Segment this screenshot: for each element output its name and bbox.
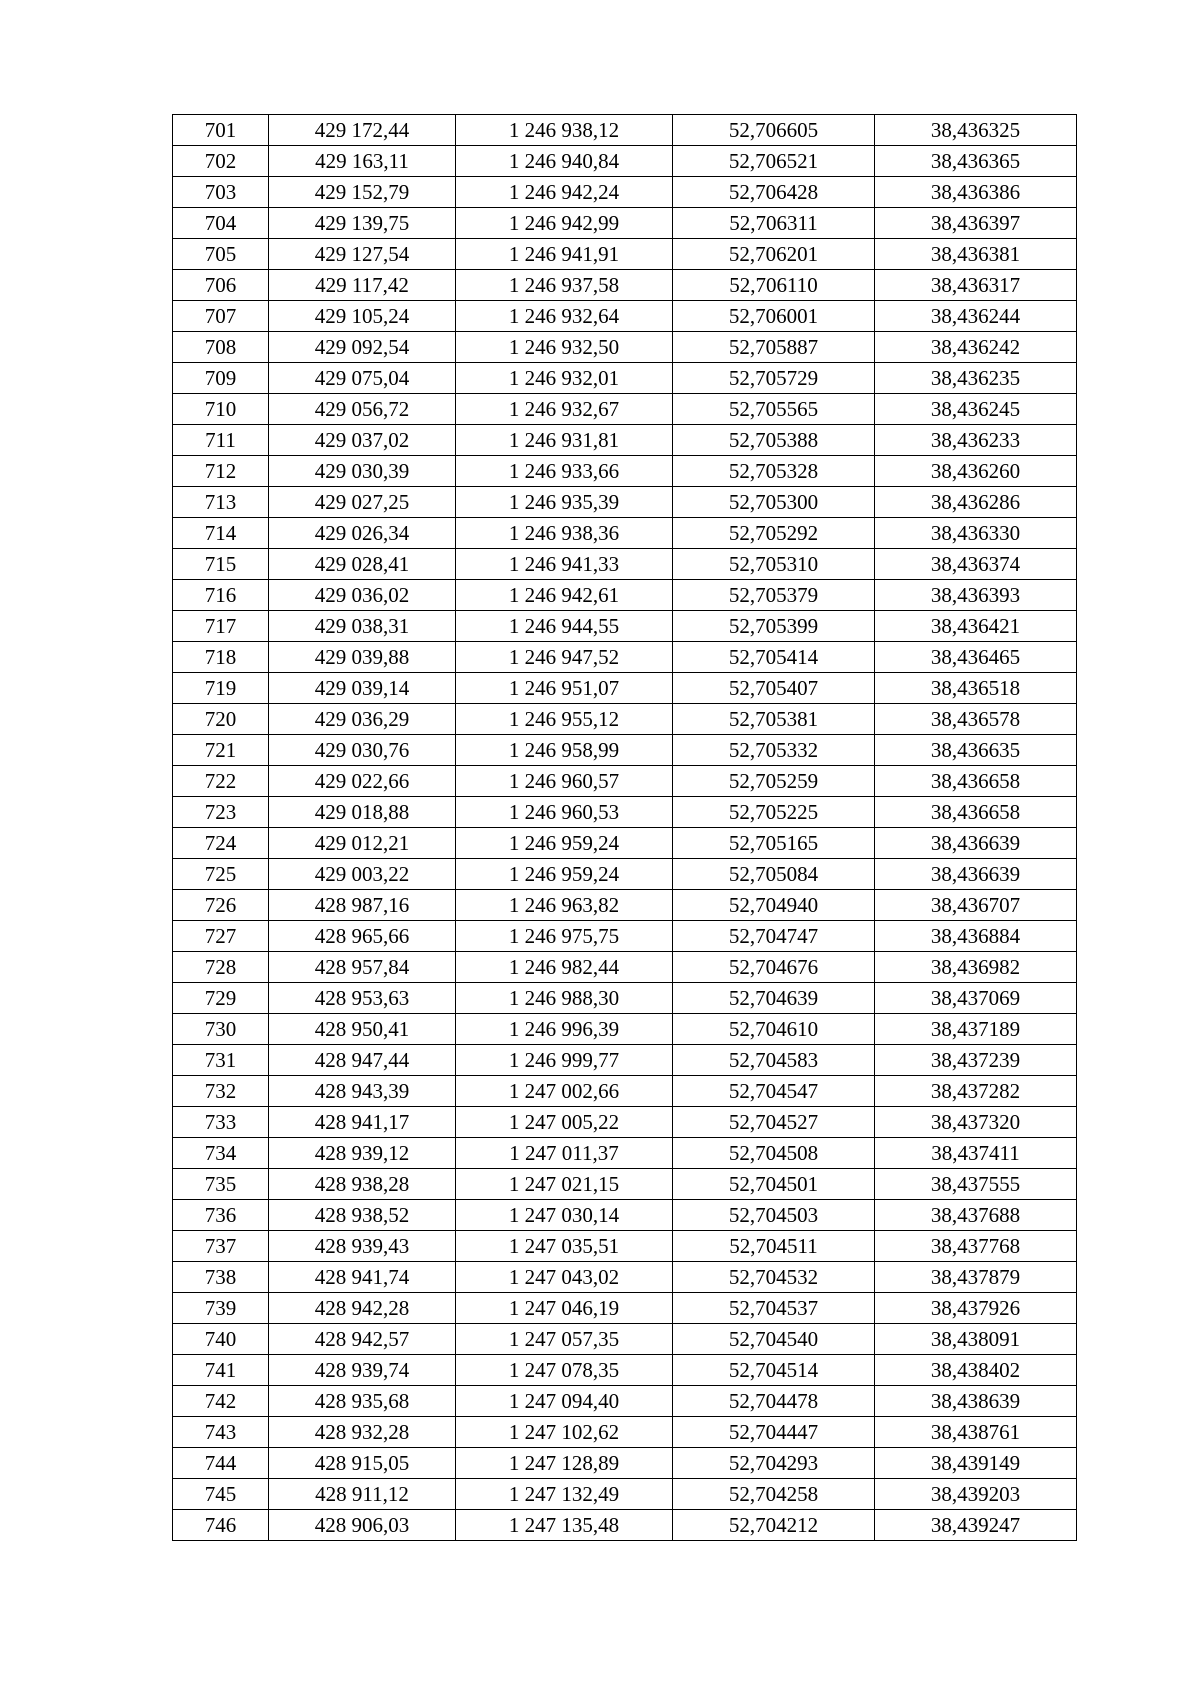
longitude-cell: 38,436393 (875, 580, 1077, 611)
y-coordinate-cell: 1 246 996,39 (456, 1014, 673, 1045)
x-coordinate-cell: 428 943,39 (269, 1076, 456, 1107)
point-number-cell: 737 (173, 1231, 269, 1262)
y-coordinate-cell: 1 246 942,24 (456, 177, 673, 208)
latitude-cell: 52,704532 (673, 1262, 875, 1293)
point-number-cell: 726 (173, 890, 269, 921)
x-coordinate-cell: 429 026,34 (269, 518, 456, 549)
latitude-cell: 52,704478 (673, 1386, 875, 1417)
longitude-cell: 38,436578 (875, 704, 1077, 735)
longitude-cell: 38,436244 (875, 301, 1077, 332)
x-coordinate-cell: 429 038,31 (269, 611, 456, 642)
longitude-cell: 38,438639 (875, 1386, 1077, 1417)
longitude-cell: 38,436658 (875, 797, 1077, 828)
x-coordinate-cell: 429 075,04 (269, 363, 456, 394)
y-coordinate-cell: 1 246 942,99 (456, 208, 673, 239)
x-coordinate-cell: 429 003,22 (269, 859, 456, 890)
y-coordinate-cell: 1 246 933,66 (456, 456, 673, 487)
x-coordinate-cell: 428 932,28 (269, 1417, 456, 1448)
longitude-cell: 38,436707 (875, 890, 1077, 921)
point-number-cell: 719 (173, 673, 269, 704)
table-row (173, 859, 1077, 890)
latitude-cell: 52,705259 (673, 766, 875, 797)
y-coordinate-cell: 1 246 932,50 (456, 332, 673, 363)
longitude-cell: 38,437879 (875, 1262, 1077, 1293)
y-coordinate-cell: 1 246 938,12 (456, 115, 673, 146)
latitude-cell: 52,705729 (673, 363, 875, 394)
latitude-cell: 52,705388 (673, 425, 875, 456)
point-number-cell: 722 (173, 766, 269, 797)
x-coordinate-cell: 429 027,25 (269, 487, 456, 518)
table-row (173, 425, 1077, 456)
longitude-cell: 38,436639 (875, 828, 1077, 859)
x-coordinate-cell: 428 939,74 (269, 1355, 456, 1386)
x-coordinate-cell: 429 056,72 (269, 394, 456, 425)
point-number-cell: 714 (173, 518, 269, 549)
table-row (173, 332, 1077, 363)
table-row (173, 177, 1077, 208)
table-row (173, 487, 1077, 518)
table-row (173, 518, 1077, 549)
longitude-cell: 38,436286 (875, 487, 1077, 518)
point-number-cell: 717 (173, 611, 269, 642)
point-number-cell: 702 (173, 146, 269, 177)
point-number-cell: 710 (173, 394, 269, 425)
latitude-cell: 52,704540 (673, 1324, 875, 1355)
latitude-cell: 52,706201 (673, 239, 875, 270)
x-coordinate-cell: 428 942,28 (269, 1293, 456, 1324)
x-coordinate-cell: 429 036,02 (269, 580, 456, 611)
x-coordinate-cell: 429 036,29 (269, 704, 456, 735)
table-row (173, 642, 1077, 673)
latitude-cell: 52,704258 (673, 1479, 875, 1510)
longitude-cell: 38,436658 (875, 766, 1077, 797)
latitude-cell: 52,704639 (673, 983, 875, 1014)
latitude-cell: 52,704747 (673, 921, 875, 952)
x-coordinate-cell: 428 953,63 (269, 983, 456, 1014)
y-coordinate-cell: 1 246 960,53 (456, 797, 673, 828)
x-coordinate-cell: 428 957,84 (269, 952, 456, 983)
table-row (173, 1324, 1077, 1355)
latitude-cell: 52,705407 (673, 673, 875, 704)
y-coordinate-cell: 1 246 941,33 (456, 549, 673, 580)
x-coordinate-cell: 428 938,28 (269, 1169, 456, 1200)
longitude-cell: 38,439203 (875, 1479, 1077, 1510)
table-row (173, 1479, 1077, 1510)
longitude-cell: 38,439247 (875, 1510, 1077, 1541)
y-coordinate-cell: 1 246 938,36 (456, 518, 673, 549)
point-number-cell: 740 (173, 1324, 269, 1355)
table-row (173, 1355, 1077, 1386)
y-coordinate-cell: 1 246 932,01 (456, 363, 673, 394)
latitude-cell: 52,705165 (673, 828, 875, 859)
longitude-cell: 38,436330 (875, 518, 1077, 549)
table-row (173, 1231, 1077, 1262)
point-number-cell: 721 (173, 735, 269, 766)
y-coordinate-cell: 1 246 951,07 (456, 673, 673, 704)
longitude-cell: 38,436365 (875, 146, 1077, 177)
table-row (173, 239, 1077, 270)
point-number-cell: 711 (173, 425, 269, 456)
latitude-cell: 52,706311 (673, 208, 875, 239)
y-coordinate-cell: 1 246 935,39 (456, 487, 673, 518)
point-number-cell: 701 (173, 115, 269, 146)
y-coordinate-cell: 1 246 975,75 (456, 921, 673, 952)
point-number-cell: 732 (173, 1076, 269, 1107)
y-coordinate-cell: 1 246 988,30 (456, 983, 673, 1014)
longitude-cell: 38,437768 (875, 1231, 1077, 1262)
longitude-cell: 38,437282 (875, 1076, 1077, 1107)
point-number-cell: 739 (173, 1293, 269, 1324)
y-coordinate-cell: 1 246 959,24 (456, 828, 673, 859)
point-number-cell: 735 (173, 1169, 269, 1200)
table-row (173, 208, 1077, 239)
latitude-cell: 52,705300 (673, 487, 875, 518)
point-number-cell: 725 (173, 859, 269, 890)
latitude-cell: 52,705084 (673, 859, 875, 890)
latitude-cell: 52,706428 (673, 177, 875, 208)
latitude-cell: 52,704514 (673, 1355, 875, 1386)
longitude-cell: 38,436635 (875, 735, 1077, 766)
latitude-cell: 52,704508 (673, 1138, 875, 1169)
table-row (173, 115, 1077, 146)
latitude-cell: 52,705379 (673, 580, 875, 611)
point-number-cell: 716 (173, 580, 269, 611)
longitude-cell: 38,437239 (875, 1045, 1077, 1076)
table-row (173, 1293, 1077, 1324)
longitude-cell: 38,436381 (875, 239, 1077, 270)
longitude-cell: 38,436465 (875, 642, 1077, 673)
longitude-cell: 38,438091 (875, 1324, 1077, 1355)
latitude-cell: 52,706605 (673, 115, 875, 146)
y-coordinate-cell: 1 247 132,49 (456, 1479, 673, 1510)
longitude-cell: 38,437411 (875, 1138, 1077, 1169)
x-coordinate-cell: 429 028,41 (269, 549, 456, 580)
point-number-cell: 742 (173, 1386, 269, 1417)
table-row (173, 456, 1077, 487)
y-coordinate-cell: 1 246 941,91 (456, 239, 673, 270)
longitude-cell: 38,436242 (875, 332, 1077, 363)
x-coordinate-cell: 428 939,43 (269, 1231, 456, 1262)
table-row (173, 673, 1077, 704)
x-coordinate-cell: 428 906,03 (269, 1510, 456, 1541)
table-row (173, 735, 1077, 766)
longitude-cell: 38,438402 (875, 1355, 1077, 1386)
x-coordinate-cell: 429 105,24 (269, 301, 456, 332)
table-row (173, 1510, 1077, 1541)
latitude-cell: 52,704547 (673, 1076, 875, 1107)
x-coordinate-cell: 428 941,74 (269, 1262, 456, 1293)
longitude-cell: 38,436884 (875, 921, 1077, 952)
point-number-cell: 718 (173, 642, 269, 673)
y-coordinate-cell: 1 247 078,35 (456, 1355, 673, 1386)
x-coordinate-cell: 429 127,54 (269, 239, 456, 270)
longitude-cell: 38,436421 (875, 611, 1077, 642)
table-row (173, 301, 1077, 332)
longitude-cell: 38,437926 (875, 1293, 1077, 1324)
point-number-cell: 741 (173, 1355, 269, 1386)
longitude-cell: 38,438761 (875, 1417, 1077, 1448)
latitude-cell: 52,705381 (673, 704, 875, 735)
longitude-cell: 38,437189 (875, 1014, 1077, 1045)
latitude-cell: 52,704940 (673, 890, 875, 921)
y-coordinate-cell: 1 247 011,37 (456, 1138, 673, 1169)
y-coordinate-cell: 1 246 955,12 (456, 704, 673, 735)
x-coordinate-cell: 428 911,12 (269, 1479, 456, 1510)
y-coordinate-cell: 1 246 932,67 (456, 394, 673, 425)
table-row (173, 1045, 1077, 1076)
latitude-cell: 52,705225 (673, 797, 875, 828)
longitude-cell: 38,436386 (875, 177, 1077, 208)
latitude-cell: 52,704537 (673, 1293, 875, 1324)
table-row (173, 1169, 1077, 1200)
latitude-cell: 52,705399 (673, 611, 875, 642)
y-coordinate-cell: 1 247 005,22 (456, 1107, 673, 1138)
point-number-cell: 744 (173, 1448, 269, 1479)
point-number-cell: 708 (173, 332, 269, 363)
table-row (173, 983, 1077, 1014)
x-coordinate-cell: 428 947,44 (269, 1045, 456, 1076)
x-coordinate-cell: 429 092,54 (269, 332, 456, 363)
table-row (173, 549, 1077, 580)
latitude-cell: 52,705328 (673, 456, 875, 487)
point-number-cell: 707 (173, 301, 269, 332)
y-coordinate-cell: 1 246 932,64 (456, 301, 673, 332)
x-coordinate-cell: 429 022,66 (269, 766, 456, 797)
y-coordinate-cell: 1 247 043,02 (456, 1262, 673, 1293)
point-number-cell: 733 (173, 1107, 269, 1138)
longitude-cell: 38,436374 (875, 549, 1077, 580)
y-coordinate-cell: 1 246 963,82 (456, 890, 673, 921)
longitude-cell: 38,436639 (875, 859, 1077, 890)
x-coordinate-cell: 428 942,57 (269, 1324, 456, 1355)
table-row (173, 704, 1077, 735)
point-number-cell: 729 (173, 983, 269, 1014)
longitude-cell: 38,437320 (875, 1107, 1077, 1138)
x-coordinate-cell: 429 163,11 (269, 146, 456, 177)
point-number-cell: 706 (173, 270, 269, 301)
table-row (173, 828, 1077, 859)
x-coordinate-cell: 429 139,75 (269, 208, 456, 239)
x-coordinate-cell: 429 030,76 (269, 735, 456, 766)
longitude-cell: 38,439149 (875, 1448, 1077, 1479)
point-number-cell: 704 (173, 208, 269, 239)
longitude-cell: 38,437069 (875, 983, 1077, 1014)
y-coordinate-cell: 1 246 982,44 (456, 952, 673, 983)
latitude-cell: 52,704527 (673, 1107, 875, 1138)
latitude-cell: 52,704503 (673, 1200, 875, 1231)
table-row (173, 1386, 1077, 1417)
latitude-cell: 52,706001 (673, 301, 875, 332)
x-coordinate-cell: 428 939,12 (269, 1138, 456, 1169)
table-row (173, 1076, 1077, 1107)
point-number-cell: 724 (173, 828, 269, 859)
table-row (173, 270, 1077, 301)
longitude-cell: 38,436260 (875, 456, 1077, 487)
latitude-cell: 52,704610 (673, 1014, 875, 1045)
latitude-cell: 52,706110 (673, 270, 875, 301)
longitude-cell: 38,436397 (875, 208, 1077, 239)
table-row (173, 580, 1077, 611)
latitude-cell: 52,704447 (673, 1417, 875, 1448)
point-number-cell: 746 (173, 1510, 269, 1541)
table-row (173, 1107, 1077, 1138)
point-number-cell: 709 (173, 363, 269, 394)
x-coordinate-cell: 429 039,88 (269, 642, 456, 673)
y-coordinate-cell: 1 247 135,48 (456, 1510, 673, 1541)
point-number-cell: 723 (173, 797, 269, 828)
y-coordinate-cell: 1 247 057,35 (456, 1324, 673, 1355)
x-coordinate-cell: 428 938,52 (269, 1200, 456, 1231)
point-number-cell: 736 (173, 1200, 269, 1231)
x-coordinate-cell: 429 039,14 (269, 673, 456, 704)
table-row (173, 1200, 1077, 1231)
point-number-cell: 738 (173, 1262, 269, 1293)
y-coordinate-cell: 1 247 030,14 (456, 1200, 673, 1231)
longitude-cell: 38,437688 (875, 1200, 1077, 1231)
latitude-cell: 52,704501 (673, 1169, 875, 1200)
table-row (173, 146, 1077, 177)
latitude-cell: 52,705310 (673, 549, 875, 580)
point-number-cell: 730 (173, 1014, 269, 1045)
table-row (173, 1448, 1077, 1479)
point-number-cell: 712 (173, 456, 269, 487)
latitude-cell: 52,705565 (673, 394, 875, 425)
point-number-cell: 745 (173, 1479, 269, 1510)
longitude-cell: 38,436245 (875, 394, 1077, 425)
point-number-cell: 727 (173, 921, 269, 952)
point-number-cell: 728 (173, 952, 269, 983)
table-row (173, 394, 1077, 425)
y-coordinate-cell: 1 246 999,77 (456, 1045, 673, 1076)
longitude-cell: 38,436325 (875, 115, 1077, 146)
x-coordinate-cell: 428 941,17 (269, 1107, 456, 1138)
y-coordinate-cell: 1 247 094,40 (456, 1386, 673, 1417)
longitude-cell: 38,436982 (875, 952, 1077, 983)
latitude-cell: 52,704511 (673, 1231, 875, 1262)
x-coordinate-cell: 429 152,79 (269, 177, 456, 208)
latitude-cell: 52,705292 (673, 518, 875, 549)
latitude-cell: 52,705887 (673, 332, 875, 363)
longitude-cell: 38,437555 (875, 1169, 1077, 1200)
point-number-cell: 713 (173, 487, 269, 518)
y-coordinate-cell: 1 246 960,57 (456, 766, 673, 797)
point-number-cell: 715 (173, 549, 269, 580)
table-row (173, 952, 1077, 983)
table-row (173, 766, 1077, 797)
point-number-cell: 734 (173, 1138, 269, 1169)
y-coordinate-cell: 1 246 947,52 (456, 642, 673, 673)
latitude-cell: 52,705414 (673, 642, 875, 673)
x-coordinate-cell: 428 965,66 (269, 921, 456, 952)
longitude-cell: 38,436518 (875, 673, 1077, 704)
table-row (173, 611, 1077, 642)
y-coordinate-cell: 1 246 937,58 (456, 270, 673, 301)
point-number-cell: 731 (173, 1045, 269, 1076)
table-row (173, 1014, 1077, 1045)
latitude-cell: 52,704212 (673, 1510, 875, 1541)
y-coordinate-cell: 1 247 102,62 (456, 1417, 673, 1448)
y-coordinate-cell: 1 247 021,15 (456, 1169, 673, 1200)
longitude-cell: 38,436317 (875, 270, 1077, 301)
latitude-cell: 52,704676 (673, 952, 875, 983)
y-coordinate-cell: 1 247 046,19 (456, 1293, 673, 1324)
longitude-cell: 38,436235 (875, 363, 1077, 394)
coordinates-table-body (173, 115, 1077, 1541)
table-row (173, 1417, 1077, 1448)
y-coordinate-cell: 1 247 002,66 (456, 1076, 673, 1107)
latitude-cell: 52,704293 (673, 1448, 875, 1479)
table-row (173, 797, 1077, 828)
point-number-cell: 705 (173, 239, 269, 270)
coordinates-table (172, 114, 1077, 1541)
point-number-cell: 703 (173, 177, 269, 208)
y-coordinate-cell: 1 246 931,81 (456, 425, 673, 456)
x-coordinate-cell: 428 987,16 (269, 890, 456, 921)
y-coordinate-cell: 1 246 959,24 (456, 859, 673, 890)
latitude-cell: 52,704583 (673, 1045, 875, 1076)
table-row (173, 890, 1077, 921)
latitude-cell: 52,706521 (673, 146, 875, 177)
table-row (173, 1262, 1077, 1293)
latitude-cell: 52,705332 (673, 735, 875, 766)
x-coordinate-cell: 429 012,21 (269, 828, 456, 859)
x-coordinate-cell: 429 172,44 (269, 115, 456, 146)
point-number-cell: 720 (173, 704, 269, 735)
x-coordinate-cell: 429 030,39 (269, 456, 456, 487)
x-coordinate-cell: 428 950,41 (269, 1014, 456, 1045)
point-number-cell: 743 (173, 1417, 269, 1448)
y-coordinate-cell: 1 246 942,61 (456, 580, 673, 611)
y-coordinate-cell: 1 247 035,51 (456, 1231, 673, 1262)
table-row (173, 1138, 1077, 1169)
x-coordinate-cell: 429 037,02 (269, 425, 456, 456)
y-coordinate-cell: 1 246 940,84 (456, 146, 673, 177)
longitude-cell: 38,436233 (875, 425, 1077, 456)
x-coordinate-cell: 429 018,88 (269, 797, 456, 828)
y-coordinate-cell: 1 247 128,89 (456, 1448, 673, 1479)
x-coordinate-cell: 428 935,68 (269, 1386, 456, 1417)
x-coordinate-cell: 428 915,05 (269, 1448, 456, 1479)
x-coordinate-cell: 429 117,42 (269, 270, 456, 301)
table-row (173, 921, 1077, 952)
y-coordinate-cell: 1 246 958,99 (456, 735, 673, 766)
y-coordinate-cell: 1 246 944,55 (456, 611, 673, 642)
table-row (173, 363, 1077, 394)
